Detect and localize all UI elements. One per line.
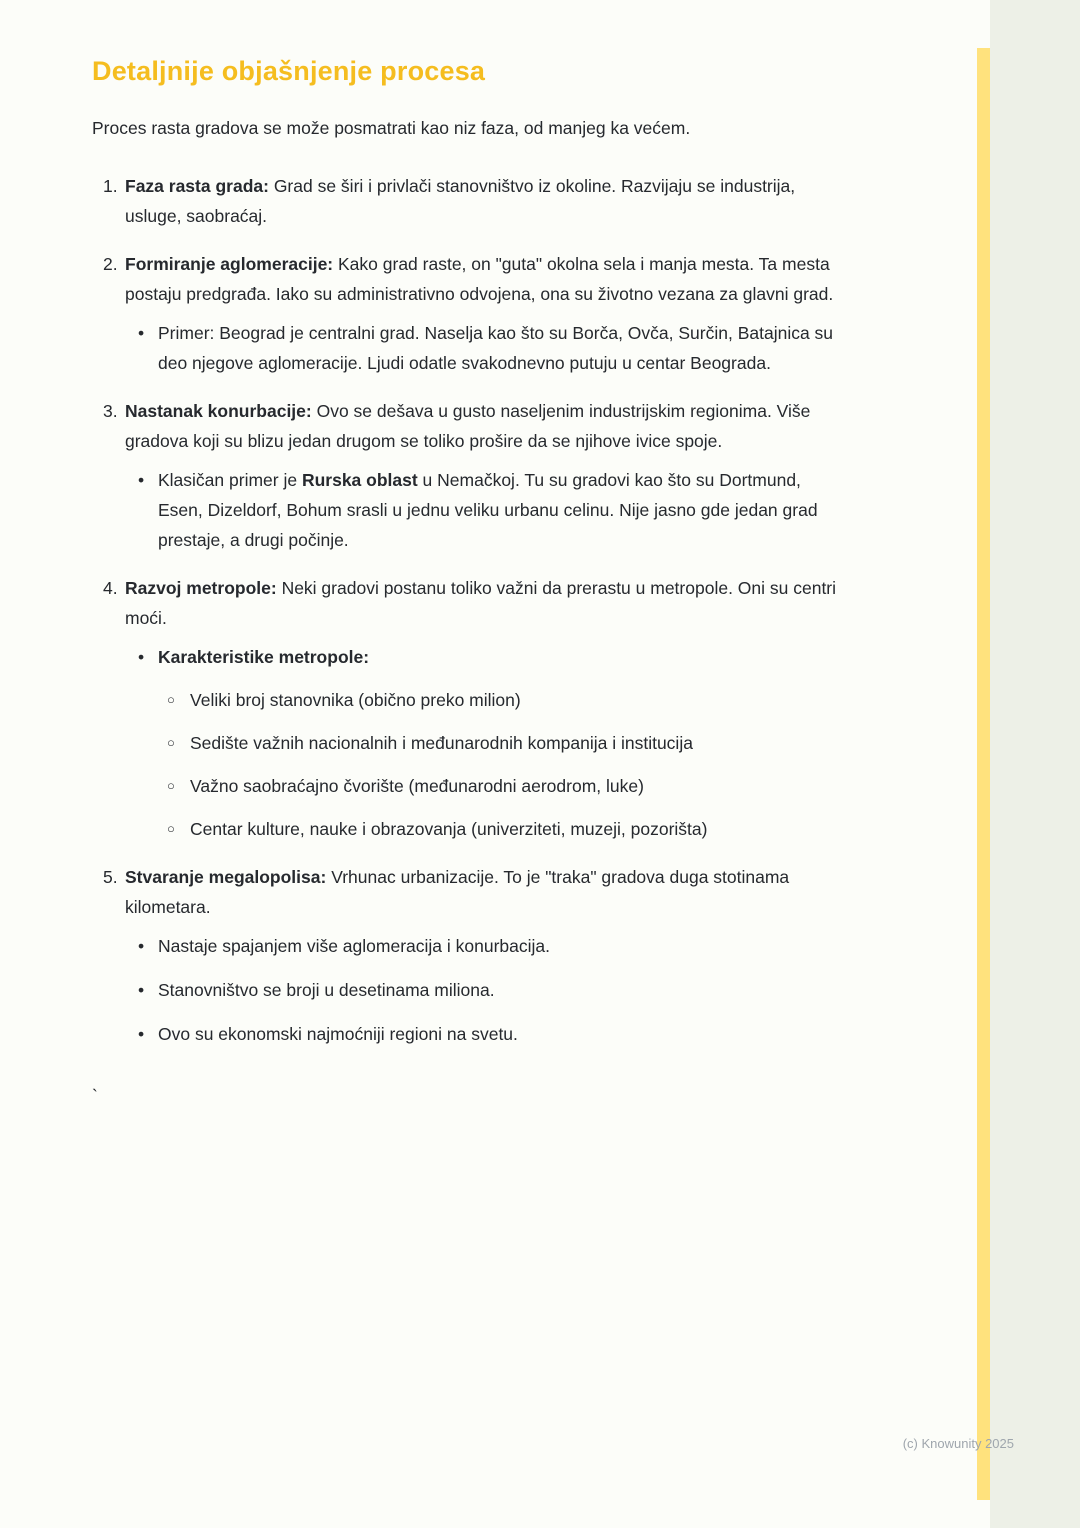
- document-content: [92, 56, 840, 1111]
- sub-bullet-text: ○ Važno saobraćajno čvorište (međunarodni aerodrom, luke): [190, 776, 644, 796]
- bullet-body: [158, 642, 840, 844]
- list-item-5: [92, 862, 840, 1049]
- bullet-text: • Stanovništvo se broji u desetinama miliona.: [158, 980, 495, 1000]
- bullet-text: • Primer: Beograd je centralni grad. Naselja kao što su Borča, Ovča, Surčin, Batajnica su deo njegove aglomeracije. Ljudi odatle svakodnevno putuju u centar Beograda.: [158, 323, 834, 373]
- list-number: 4.: [103, 578, 118, 598]
- list-item-text: [125, 573, 840, 633]
- bullet-text-bold: Karakteristike metropole:: [158, 647, 370, 667]
- sub-bullet-item: [158, 685, 840, 715]
- bullet-item: [125, 1019, 840, 1049]
- accent-stripe: [977, 48, 990, 1500]
- list-item-text: [125, 171, 840, 231]
- bullet-text: [158, 642, 840, 672]
- page-edge: [990, 0, 1080, 1528]
- bullet-item: [125, 642, 840, 844]
- list-item-body: [125, 171, 840, 231]
- bullet-text: [158, 465, 840, 555]
- list-item-4: [92, 573, 840, 844]
- sub-bullet-text: ○ Centar kulture, nauke i obrazovanja (univerziteti, muzeji, pozorišta): [190, 819, 708, 839]
- list-item-body: [125, 573, 840, 844]
- list-item-text: [125, 396, 840, 456]
- bullet-item: [125, 931, 840, 961]
- list-item-text: [125, 862, 840, 922]
- list-item-rest: Kako grad raste, on "guta" okolna sela i manja mesta. Ta mesta postaju predgrađa. Iako su administrativno odvojena, ona su životno vezana za glavni grad.: [125, 254, 834, 304]
- bullet-text-bold: Rurska oblast: [301, 470, 418, 490]
- bullet-text: • Ovo su ekonomski najmoćniji regioni na svetu.: [158, 1024, 518, 1044]
- bullet-item: [125, 975, 840, 1005]
- list-item-1: [92, 171, 840, 231]
- list-number: 3.: [103, 401, 118, 421]
- list-item-rest: Neki gradovi postanu toliko važni da prerastu u metropole. Oni su centri moći.: [125, 578, 837, 628]
- bullet-item: [125, 318, 840, 378]
- list-item-body: [125, 396, 840, 555]
- page-title: Detaljnije objašnjenje procesa: [92, 56, 486, 86]
- bullet-text-pre: Klasičan primer je: [158, 470, 302, 490]
- list-item-lead: Formiranje aglomeracije:: [125, 254, 334, 274]
- sub-bullet-item: [158, 728, 840, 758]
- list-item-lead: Stvaranje megalopolisa:: [125, 867, 327, 887]
- list-item-text: [125, 249, 840, 309]
- list-item-rest: Vrhunac urbanizacije. To je "traka" gradova duga stotinama kilometara.: [125, 867, 790, 917]
- list-number: 1.: [103, 176, 118, 196]
- list-item-rest: Ovo se dešava u gusto naseljenim industrijskim regionima. Više gradova koji su blizu jedan drugom se toliko prošire da se njihove ivice spoje.: [125, 401, 811, 451]
- list-item-3: [92, 396, 840, 555]
- stray-character: `: [92, 1086, 98, 1106]
- list-item-rest: Grad se širi i privlači stanovništvo iz okoline. Razvijaju se industrija, usluge, saobraćaj.: [125, 176, 796, 226]
- sub-bullet-text: ○ Veliki broj stanovnika (obično preko milion): [190, 690, 521, 710]
- list-item-2: [92, 249, 840, 378]
- sub-bullet-item: [158, 814, 840, 844]
- bullet-item: [125, 465, 840, 555]
- sub-bullet-text: ○ Sedište važnih nacionalnih i međunarodnih kompanija i institucija: [190, 733, 693, 753]
- list-item-lead: Nastanak konurbacije:: [125, 401, 312, 421]
- list-item-lead: Faza rasta grada:: [125, 176, 269, 196]
- intro-paragraph: Proces rasta gradova se može posmatrati kao niz faza, od manjeg ka većem.: [92, 118, 691, 138]
- list-number: 5.: [103, 867, 118, 887]
- bullet-text-post: u Nemačkoj. Tu su gradovi kao što su Dortmund, Esen, Dizeldorf, Bohum srasli u jednu veliku urbanu celinu. Nije jasno gde jedan grad prestaje, a drugi počinje.: [158, 470, 818, 550]
- footer-credit: (c) Knowunity 2025: [902, 1436, 1014, 1451]
- sub-bullet-item: [158, 771, 840, 801]
- list-item-body: [125, 249, 840, 378]
- list-item-lead: Razvoj metropole:: [125, 578, 277, 598]
- bullet-text: • Nastaje spajanjem više aglomeracija i konurbacija.: [158, 936, 550, 956]
- list-number: 2.: [103, 254, 118, 274]
- list-item-body: [125, 862, 840, 1049]
